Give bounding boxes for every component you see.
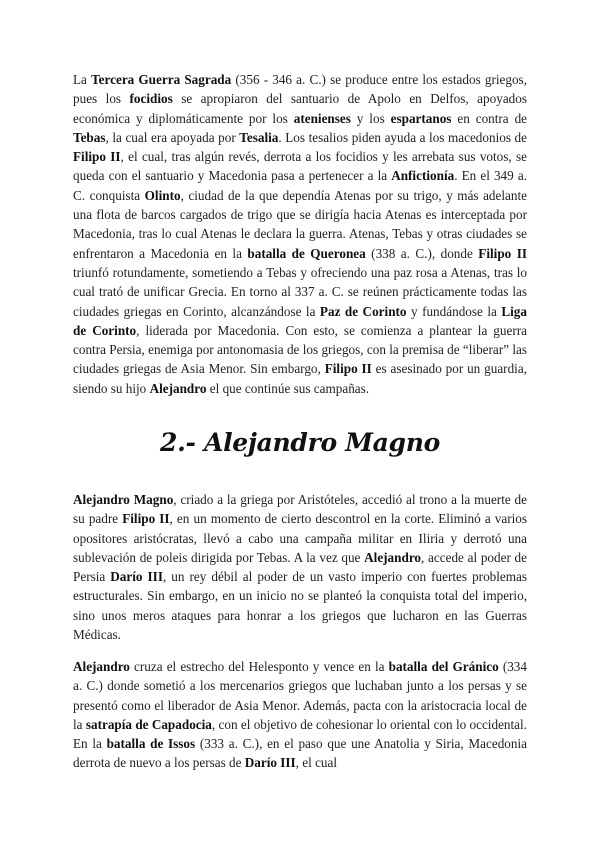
text-run: La [73, 72, 92, 87]
text-run: , accede al poder de Persia [73, 549, 527, 585]
text-run: , un rey débil al poder de un vasto imperio con fuertes problemas estructurales. Sin embargo, en un inicio no se planteó la conquista total del imperio, sino unos meros ataques para honrar a los griegos que lucharon en las Guerras Médicas. [73, 569, 528, 643]
text-run: triunfó rotundamente, sometiendo a Tebas y ofreciendo una paz rosa a Atenas, tras lo cual trató de unificar Grecia. En torno al 337 a. C. se reúnen prácticamente todas las ciudades griegas en Corinto, alcanzándose la [73, 264, 527, 319]
text-run: , el cual [295, 755, 338, 771]
bold-term: Liga de Corinto [73, 303, 527, 338]
bold-term: atenienses [293, 110, 351, 126]
text-run: , en un momento de cierto descontrol en la corte. Eliminó a varios opositores aristócratas, llevó a cabo una campaña militar en Iliria y derrotó una sublevación de poleis dirigida por Tebas. A la vez que [73, 511, 527, 565]
text-run: , ciudad de la que dependía Atenas por su trigo, y más adelante una flota de barcos cargados de trigo que se dirigía hacia Atenas es interceptada por Macedonia, tras lo cual Atenas le declara la guerra. Atenas, Tebas y otras ciudades se enfrentaron a Macedonia en la [73, 187, 527, 261]
paragraph-alejandro-magno-intro [73, 490, 527, 644]
bold-term: Tercera Guerra Sagrada [91, 72, 232, 87]
paragraph-alejandro-campaigns [73, 657, 527, 773]
text-run: , criado a la griega por Aristóteles, accedió al trono a la muerte de su padre [73, 492, 527, 527]
text-run: (356 - 346 a. C.) se produce entre los estados griegos, pues los [73, 72, 527, 107]
text-run: cruza el estrecho del Helesponto y vence en la [129, 659, 389, 674]
text-run: , liderada por Macedonia. Con esto, se comienza a plantear la guerra contra Persia, enemiga por antonomasia de los griegos, con la premisa de “liberar” las ciudades griegas de Asia Menor. Sin embargo, [73, 322, 527, 377]
bold-term: Anfictionía [391, 168, 455, 184]
bold-term: Olinto [144, 187, 181, 203]
bold-term: Paz de Corinto [319, 303, 407, 319]
bold-term: Filipo II [73, 149, 121, 165]
text-run: (334 a. C.) donde sometió a los mercenarios griegos que luchaban junto a los persas y se presentó como el liberador de Asia Menor. Además, pacta con la aristocracia local de la [73, 659, 527, 732]
text-run: es asesinado por un guardia, siendo su hijo [73, 361, 527, 396]
bold-term: satrapía de Capadocia [85, 716, 212, 732]
text-run: . Los tesalios piden ayuda a los macedonios de [278, 129, 527, 145]
bold-term: Filipo II [324, 361, 372, 377]
text-run: y los [350, 110, 391, 126]
bold-term: Darío III [244, 755, 296, 771]
text-run: en contra de [451, 110, 528, 126]
text-run: , el cual, tras algún revés, derrota a los focidios y les arrebata sus votos, se queda con el santuario y Macedonia pasa a pertenecer a la [73, 149, 527, 184]
bold-term: Alejandro [364, 549, 422, 565]
text-run: , con el objetivo de cohesionar lo oriental con lo occidental. En la [73, 716, 527, 752]
bold-term: focidios [129, 91, 173, 107]
bold-term: Alejandro Magno [73, 492, 174, 507]
text-run: se apropiaron del santuario de Apolo en Delfos, apoyados económica y diplomáticamente por los [73, 91, 527, 126]
text-run: (333 a. C.), en el paso que une Anatolia y Siria, Macedonia derrota de nuevo a los persas de [73, 736, 527, 771]
bold-term: Filipo II [478, 245, 527, 261]
bold-term: Darío III [110, 569, 163, 585]
text-run: el que continúe sus campañas. [206, 380, 370, 396]
bold-term: espartanos [390, 110, 452, 126]
bold-term: Alejandro [73, 659, 130, 674]
bold-term: batalla de Queronea [247, 245, 366, 261]
section-heading: 2.- Alejandro Magno [160, 428, 440, 457]
bold-term: batalla del Gránico [388, 659, 499, 674]
bold-term: batalla de Issos [106, 736, 196, 752]
text-run: y fundándose la [406, 303, 502, 319]
bold-term: Tebas [73, 129, 106, 145]
paragraph-tercera-guerra-sagrada [73, 70, 527, 398]
bold-term: Tesalia [239, 129, 279, 145]
text-run: , la cual era apoyada por [105, 129, 240, 145]
text-run: . En el 349 a. C. conquista [73, 168, 527, 203]
text-run: (338 a. C.), donde [365, 245, 479, 261]
bold-term: Filipo II [122, 511, 170, 527]
bold-term: Alejandro [149, 380, 207, 396]
